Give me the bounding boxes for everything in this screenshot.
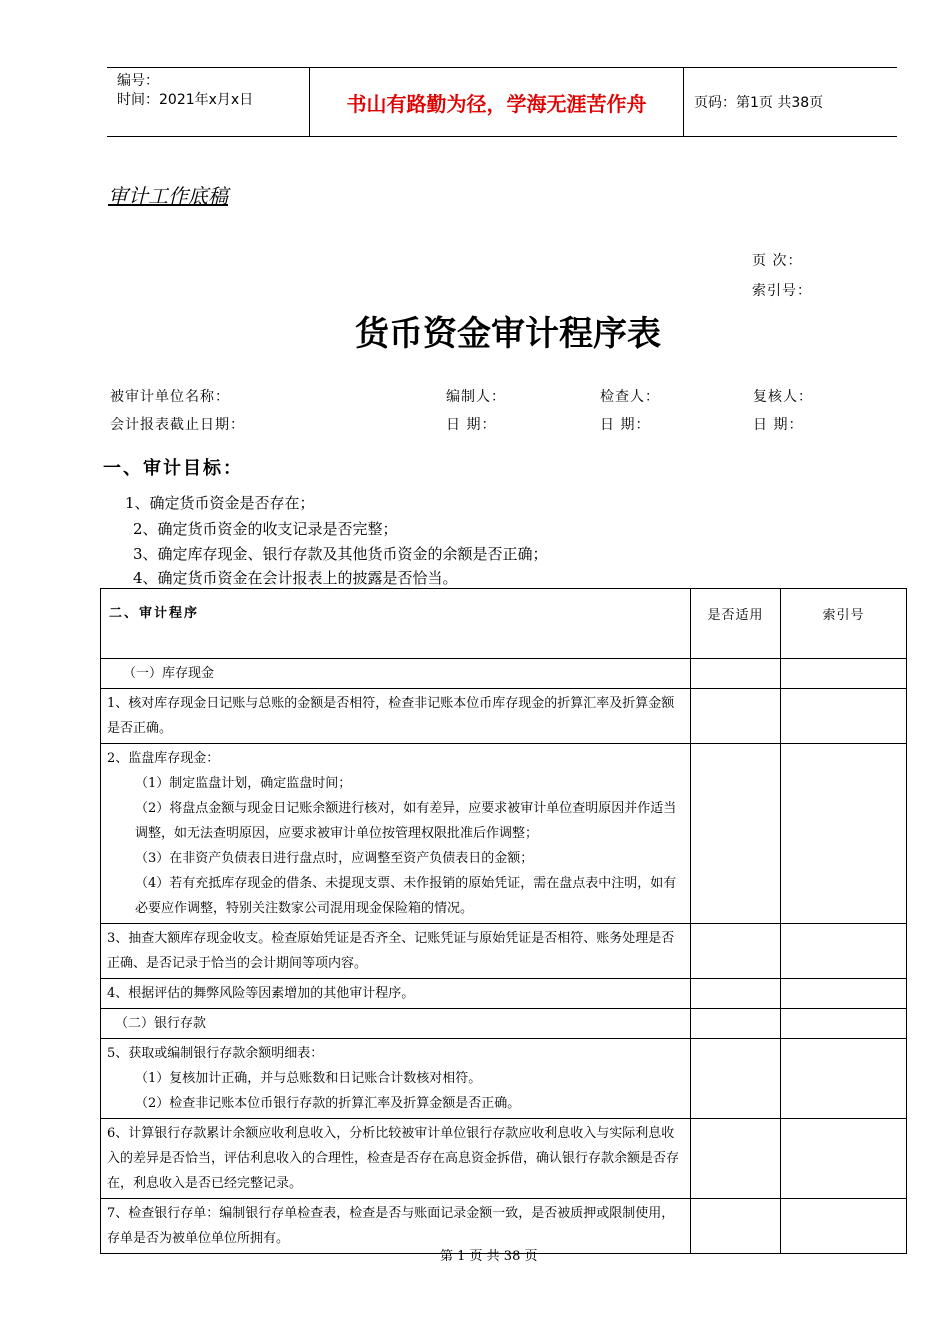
header-left-cell xyxy=(107,68,310,136)
procedures-table xyxy=(100,588,907,1254)
category-cash: （一）库存现金 xyxy=(101,659,691,689)
objective-4: 4、确定货币资金在会计报表上的披露是否恰当。 xyxy=(133,569,458,587)
procedure-7: 7、检查银行存单：编制银行存单检查表，检查是否与账面记录金额一致，是否被质押或限制使用，存单是否为被单位单位所拥有。 xyxy=(101,1199,691,1254)
report-date-label: 会计报表截止日期： xyxy=(110,417,245,433)
table-row xyxy=(101,1009,907,1039)
serial-label: 编号： xyxy=(117,73,159,89)
table-header-row xyxy=(101,589,907,659)
procedure-2-3: （3）在非资产负债表日进行盘点时，应调整至资产负债表日的金额； xyxy=(135,851,534,866)
index-cell[interactable] xyxy=(781,924,907,979)
section1-title: 一、审计目标： xyxy=(103,458,243,479)
procedure-4: 4、根据评估的舞弊风险等因素增加的其他审计程序。 xyxy=(101,979,691,1009)
procedure-5-1: （1）复核加计正确，并与总账数和日记账合计数核对相符。 xyxy=(135,1071,482,1086)
table-row xyxy=(101,689,907,744)
table-row xyxy=(101,1119,907,1199)
table-row xyxy=(101,744,907,924)
page-footer: 第 1 页 共 38 页 xyxy=(440,1249,538,1264)
category-bank: （二）银行存款 xyxy=(101,1009,691,1039)
procedure-2-4: （4）若有充抵库存现金的借条、未提现支票、未作报销的原始凭证，需在盘点表中注明，如有必要应作调整，特别关注数家公司混用现金保险箱的情况。 xyxy=(135,876,677,916)
page-code: 页码：第1页 共38页 xyxy=(694,95,824,111)
objective-1: 1、确定货币资金是否存在； xyxy=(125,494,315,512)
procedure-5-2: （2）检查非记账本位币银行存款的折算汇率及折算金额是否正确。 xyxy=(135,1096,521,1111)
index-cell[interactable] xyxy=(781,1119,907,1199)
table-row xyxy=(101,924,907,979)
objective-3: 3、确定库存现金、银行存款及其他货币资金的余额是否正确； xyxy=(133,545,548,563)
table-row xyxy=(101,659,907,689)
main-title: 货币资金审计程序表 xyxy=(355,314,661,354)
checked-by-label: 检查人： xyxy=(600,389,660,405)
date-label-3: 日 期： xyxy=(753,417,804,433)
reviewed-by-label: 复核人： xyxy=(753,389,813,405)
time-label: 时间：2021年x月x日 xyxy=(117,92,254,108)
procedure-2 xyxy=(101,744,691,924)
index-cell[interactable] xyxy=(781,1009,907,1039)
procedure-2-1: （1）制定监盘计划，确定监盘时间； xyxy=(135,776,352,791)
index-cell[interactable] xyxy=(781,1039,907,1119)
date-label-1: 日 期： xyxy=(446,417,497,433)
index-cell[interactable] xyxy=(781,659,907,689)
applicable-cell[interactable] xyxy=(691,1119,781,1199)
procedure-5-title: 5、获取或编制银行存款余额明细表： xyxy=(107,1046,324,1061)
col-applicable: 是否适用 xyxy=(691,589,781,659)
applicable-cell[interactable] xyxy=(691,924,781,979)
index-cell[interactable] xyxy=(781,979,907,1009)
date-label-2: 日 期： xyxy=(600,417,651,433)
procedure-5 xyxy=(101,1039,691,1119)
applicable-cell[interactable] xyxy=(691,1009,781,1039)
work-title: 审计工作底稿 xyxy=(108,184,228,208)
applicable-cell[interactable] xyxy=(691,744,781,924)
table-row xyxy=(101,1039,907,1119)
index-label: 索引号： xyxy=(752,283,812,299)
table-row xyxy=(101,979,907,1009)
col-index: 索引号 xyxy=(781,589,907,659)
applicable-cell[interactable] xyxy=(691,1039,781,1119)
page-label: 页 次： xyxy=(752,253,803,269)
document-header xyxy=(107,67,897,137)
procedure-6: 6、计算银行存款累计余额应收利息收入，分析比较被审计单位银行存款应收利息收入与实际利息收入的差异是否恰当，评估利息收入的合理性，检查是否存在高息资金拆借，确认银行存款余额是否存在，利息收入是否已经完整记录。 xyxy=(101,1119,691,1199)
index-cell[interactable] xyxy=(781,689,907,744)
procedure-2-2: （2）将盘点金额与现金日记账余额进行核对，如有差异，应要求被审计单位查明原因并作适当调整，如无法查明原因，应要求被审计单位按管理权限批准后作调整； xyxy=(135,801,677,841)
objective-2: 2、确定货币资金的收支记录是否完整； xyxy=(133,520,398,538)
applicable-cell[interactable] xyxy=(691,689,781,744)
section2-title: 二、审计程序 xyxy=(101,589,691,659)
index-cell[interactable] xyxy=(781,744,907,924)
applicable-cell[interactable] xyxy=(691,979,781,1009)
prepared-by-label: 编制人： xyxy=(446,389,506,405)
procedure-1: 1、核对库存现金日记账与总账的金额是否相符，检查非记账本位币库存现金的折算汇率及折算金额是否正确。 xyxy=(101,689,691,744)
procedure-3: 3、抽查大额库存现金收支。检查原始凭证是否齐全、记账凭证与原始凭证是否相符、账务处理是否正确、是否记录于恰当的会计期间等项内容。 xyxy=(101,924,691,979)
unit-name-label: 被审计单位名称： xyxy=(110,389,230,405)
applicable-cell[interactable] xyxy=(691,659,781,689)
procedure-2-title: 2、监盘库存现金： xyxy=(107,751,220,766)
motto: 书山有路勤为径，学海无涯苦作舟 xyxy=(310,68,684,136)
